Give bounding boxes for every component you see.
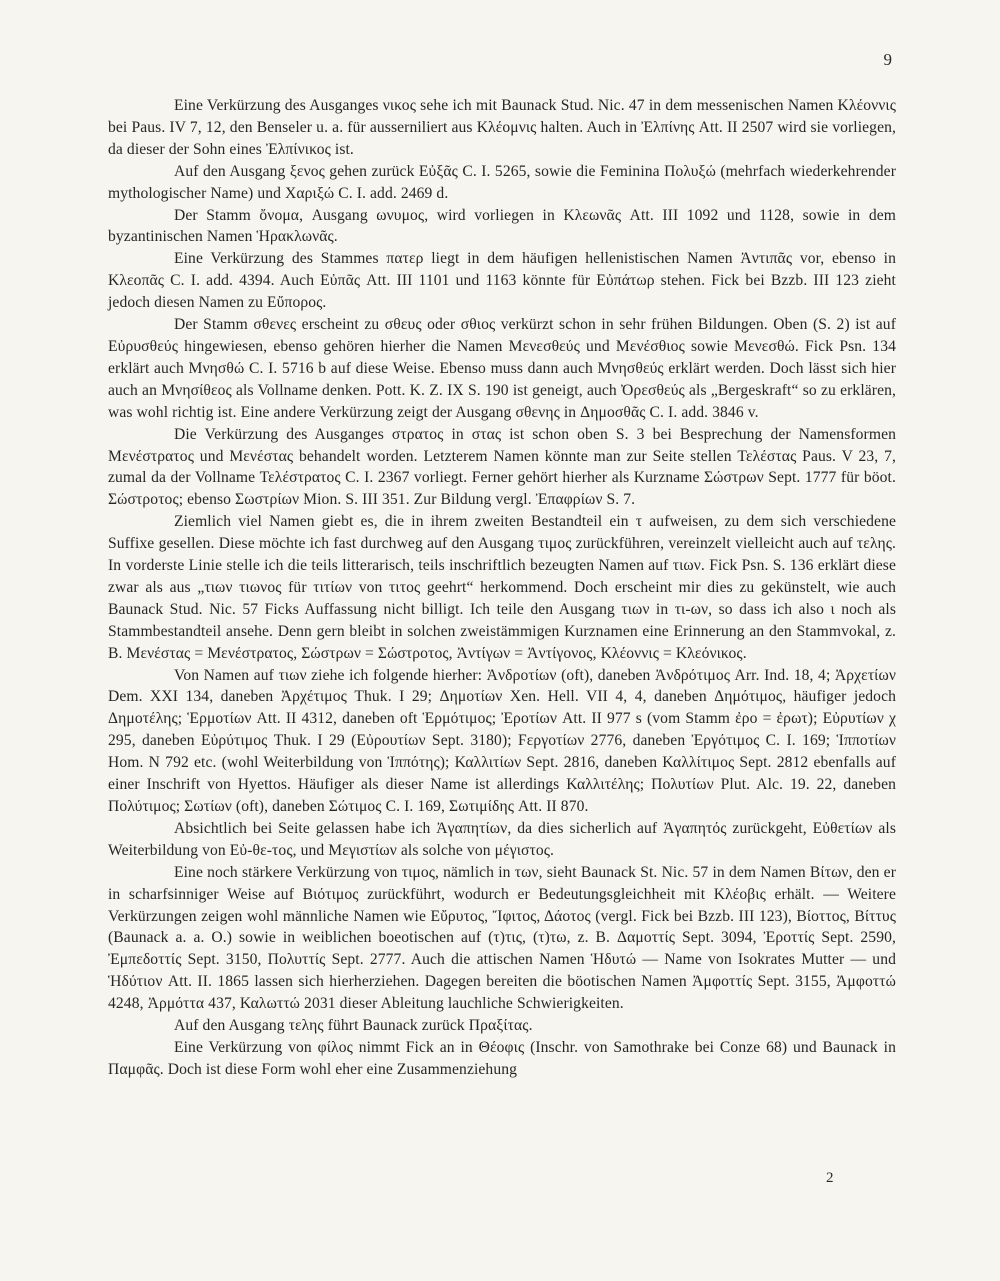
paragraph: Der Stamm σθενες erscheint zu σθευς oder σθιος verkürzt schon in sehr frühen Bildungen. Oben (S. 2) ist auf Εὐρυσθεύς hingewiesen, ebenso gehören hierher die Namen Μενεσθεύς und Μενέσθιος sowie Μενεσθώ. Fick Psn. 134 erklärt auch Μνησθώ C. I. 5716 b auf diese Weise. Ebenso muss dann auch Μνησθεύς erklärt werden. Doch lässt sich hier auch an Μνησίθεος als Vollname denken. Pott. K. Z. IX S. 190 ist geneigt, auch Ὀρεσθεύς als „Bergeskraft“ so zu erklären, was wohl richtig ist. Eine andere Verkürzung zeigt der Ausgang σθενης in Δημοσθᾶς C. I. add. 3846 v.: [108, 316, 896, 421]
paragraph: Auf den Ausgang ξενος gehen zurück Εὐξᾶς C. I. 5265, sowie die Feminina Πολυξώ (mehrfach wiederkehrender mythologischer Name) und Χαριξώ C. I. add. 2469 d.: [108, 162, 896, 202]
signature-mark: 2: [826, 1170, 834, 1186]
body-text: [108, 95, 896, 1081]
paragraph: Auf den Ausgang τελης führt Baunack zurück Πραξίτας.: [174, 1017, 533, 1035]
paragraph: Von Namen auf τιων ziehe ich folgende hierher: Ἀνδροτίων (oft), daneben Ἀνδρότιμος Arr. Ind. 18, 4; Ἀρχετίων Dem. XXI 134, daneben Ἀρχέτιμος Thuk. I 29; Δημοτίων Xen. Hell. VII 4, 4, daneben Δημότιμος, häufiger jedoch Δημοτέλης; Ἑρμοτίων Att. II 4312, daneben oft Ἑρμότιμος; Ἐροτίων Att. II 977 s (vom Stamm ἐρο = ἐρωτ); Εὐρυτίων χ 295, daneben Εὐρύτιμος Thuk. I 29 (Εὐρουτίων Sept. 3180); Ϝεργοτίων 2776, daneben Ἐργότιμος C. I. 169; Ἱππoτίων Hom. N 792 etc. (wohl Weiterbildung von Ἱππότης); Καλλιτίων Sept. 2816, daneben Καλλίτιμος Sept. 2812 ebenfalls auf einer Inschrift von Hyettos. Häufiger als dieser Name ist allerdings Καλλιτέλης; Πολυτίων Plut. Alc. 19. 22, daneben Πολύτιμος; Σωτίων (oft), daneben Σώτιμος C. I. 169, Σωτιμίδης Att. II 870.: [108, 666, 896, 815]
paragraph: Eine Verkürzung des Ausganges νικος sehe ich mit Baunack Stud. Nic. 47 in dem messenischen Namen Κλέοννις bei Paus. IV 7, 12, den Benseler u. a. für ausserniliert aus Κλέομνις halten. Auch in Ἐλπίνης Att. II 2507 wird sie vorliegen, da dieser der Sohn eines Ἐλπίνικος ist.: [108, 97, 896, 158]
paragraph: Die Verkürzung des Ausganges στρατος in στας ist schon oben S. 3 bei Besprechung der Namensformen Μενέστρατος und Μενέστας behandelt worden. Letzterem Namen könnte man zur Seite stellen Τελέστας Paus. V 23, 7, zumal da der Vollname Τελέστρατος C. I. 2367 vorliegt. Ferner gehört hierher als Kurzname Σώστρων Sept. 1777 für böot. Σώστροτος; ebenso Σωστρίων Mion. S. III 351. Zur Bildung vergl. Ἐπαφρίων S. 7.: [108, 425, 896, 509]
paragraph: Ziemlich viel Namen giebt es, die in ihrem zweiten Bestandteil ein τ aufweisen, zu dem sich verschiedene Suffixe gesellen. Diese möchte ich fast durchweg auf den Ausgang τιμος zurückführen, vereinzelt vielleicht auch auf τελης. In vorderste Linie stelle ich die teils litterarisch, teils inschriftlich bezeugten Namen auf τιων. Fick Psn. S. 136 erklärt diese zwar als aus „τιων τιωνος für τιτίων von τιτος geehrt“ herkommend. Doch erscheint mir dies zu gekünstelt, wie auch Baunack Stud. Nic. 57 Ficks Auffassung nicht billigt. Ich teile den Ausgang τιων in τι-ων, so dass ich also ι noch als Stammbestandteil ansehe. Denn gern bleibt in solchen zweistämmigen Kurznamen eine Erinnerung an den Stammvokal, z. B. Μενέστας = Μενέστρατος, Σώστρων = Σώστροτος, Ἀντίγων = Ἀντίγονος, Κλέοννις = Κλεόνικος.: [108, 513, 896, 662]
paragraph: Eine Verkürzung von φίλος nimmt Fick an in Θέοφις (Inschr. von Samothrake bei Conze 68) und Baunack in Παμφᾶς. Doch ist diese Form wohl eher eine Zusammenziehung: [108, 1038, 896, 1078]
page-number: 9: [883, 50, 892, 69]
paragraph: Eine noch stärkere Verkürzung von τιμος, nämlich in των, sieht Baunack St. Nic. 57 in dem Namen Βίτων, den er in scharfsinniger Weise auf Βιότιμος zurückführt, wodurch er Bedeutungsgleichheit mit Κλέοβις erhält. — Weitere Verkürzungen zeigen wohl männliche Namen wie Εὔρυτος, Ἴφιτος, Δάοτος (vergl. Fick bei Bzzb. III 123), Βίοττος, Βίττυς (Baunack a. a. O.) sowie in weiblichen boeotischen auf (τ)τις, (τ)τω, z. B. Δαμοττίς Sept. 3094, Ἐροττίς Sept. 2590, Ἐμπεδοττίς Sept. 3150, Πολυττίς Sept. 2777. Auch die attischen Namen Ἡδυτώ — Name von Isokrates Mutter — und Ἡδύτιον Att. II. 1865 lassen sich hierherziehen. Dagegen bereiten die böotischen Namen Ἀμφοττίς Sept. 3155, Ἀμφοττώ 4248, Ἀρμόττα 437, Καλωττώ 2031 dieser Ableitung lauchliche Schwierigkeiten.: [108, 863, 896, 1013]
paragraph: Eine Verkürzung des Stammes πατερ liegt in dem häufigen hellenistischen Namen Ἀντιπᾶς vor, ebenso in Κλεοπᾶς C. I. add. 4394. Auch Εὐπᾶς Att. III 1101 und 1163 könnte für Εὐπάτωρ stehen. Fick bei Bzzb. III 123 zieht jedoch diesen Namen zu Εὔπορος.: [108, 250, 896, 312]
paragraph: Der Stamm ὄνομα, Ausgang ωνυμος, wird vorliegen in Κλεωνᾶς Att. III 1092 und 1128, sowie in dem byzantinischen Namen Ἡρακλωνᾶς.: [108, 206, 896, 246]
paragraph: Absichtlich bei Seite gelassen habe ich Ἀγαπητίων, da dies sicherlich auf Ἀγαπητός zurückgeht, Εὐθετίων als Weiterbildung von Εὐ-θε-τος, und Μεγιστίων als solche von μέγιστος.: [108, 819, 896, 859]
